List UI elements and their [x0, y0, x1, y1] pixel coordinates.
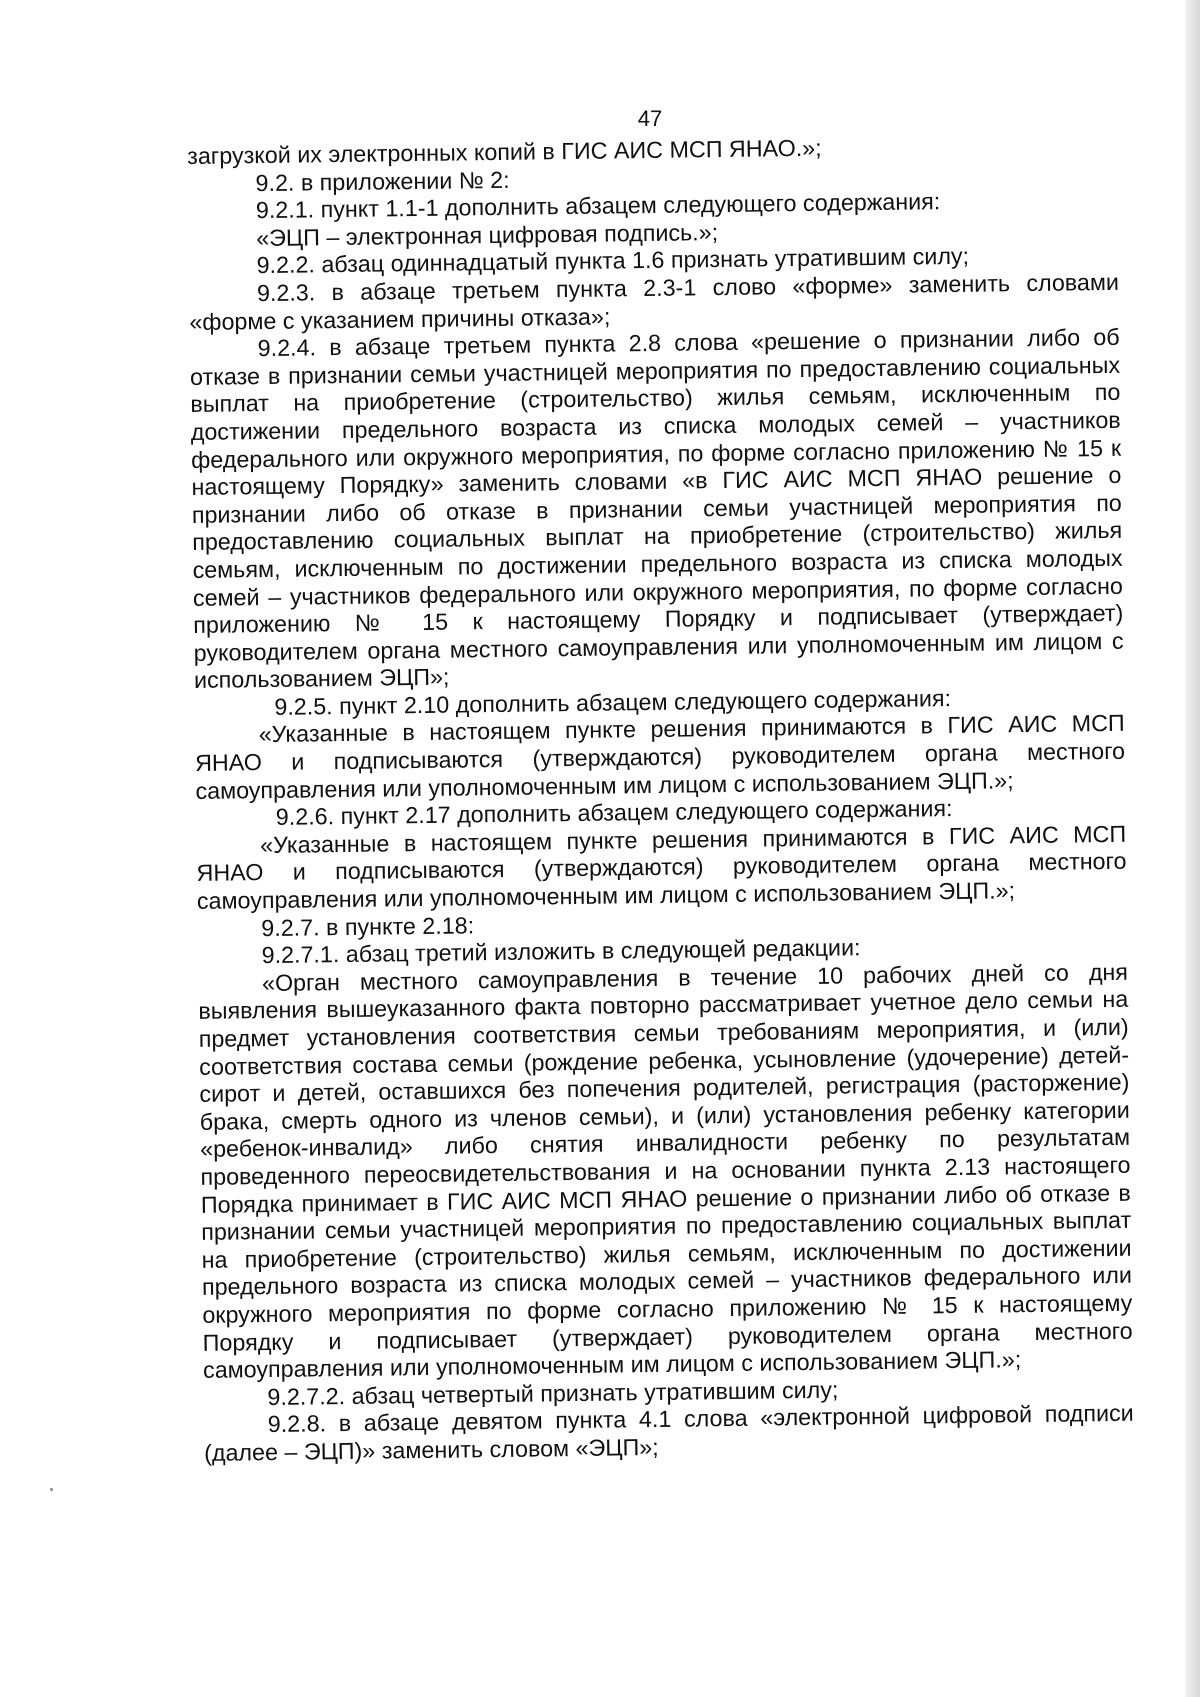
paragraph-9-2-7-2: 9.2.7.2. абзац четвертый признать утратившим силу; [267, 1376, 839, 1410]
paragraph-9-2-3: 9.2.3. в абзаце третьем пункта 2.3-1 слово «форме» заменить словами «форме с указанием причины отказа»; [189, 268, 1120, 335]
scan-right-edge [1185, 0, 1200, 1697]
paragraph-9-2-7: 9.2.7. в пункте 2.18: [261, 911, 475, 941]
paragraph-9-2-8: 9.2.8. в абзаце девятом пункта 4.1 слова «электронной цифровой подписи (далее – ЭЦП)» заменить словом «ЭЦП»; [203, 1400, 1134, 1466]
paragraph-9-2-6: 9.2.6. пункт 2.17 дополнить абзацем следующего содержания: [275, 795, 953, 831]
paragraph-9-2: 9.2. в приложении № 2: [255, 166, 510, 196]
paragraph-9-2-2: 9.2.2. абзац одиннадцатый пункта 1.6 признать утратившим силу; [256, 243, 970, 279]
paragraph-9-2-5: 9.2.5. пункт 2.10 дополнить абзацем следующего содержания: [274, 684, 952, 720]
paragraph-continuation: загрузкой их электронных копий в ГИС АИС МСП ЯНАО.»; [187, 134, 822, 169]
paragraph-ecp-definition: «ЭЦП – электронная цифровая подпись.»; [256, 218, 719, 251]
paragraph-9-2-4: 9.2.4. в абзаце третьем пункта 2.8 слова «решение о признании либо об отказе в признании семьи участницей мероприятия по предоставлению социальных выплат на приобретение (строительство) жилья семьям, исключенным по достижении предельного возраста из списка молодых семей – участников федерального или окружного мероприятия, по форме согласно приложению № 15 к настоящему Порядку» заменить словами «в ГИС АИС МСП ЯНАО решение о признании либо об отказе в признании семьи участницей мероприятия по предоставлению социальных выплат на приобретение (строительство) жилья семьям, исключенным по достижении предельного возраста из списка молодых семей – участников федерального или окружного мероприятия, по форме согласно приложению № 15 к настоящему Порядку и подписывает (утверждает) руководителем органа местного самоуправления или уполномоченным им лицом с использованием ЭЦП»; [189, 323, 1124, 694]
paragraph-9-2-1: 9.2.1. пункт 1.1-1 дополнить абзацем следующего содержания: [255, 188, 941, 224]
document-body [187, 131, 1134, 1468]
page-number: 47 [637, 106, 663, 131]
paragraph-9-2-7-1-quote: «Орган местного самоуправления в течение 10 рабочих дней со дня выявления вышеуказанного факта повторно рассматривает учетное дело семьи на предмет установления соответствия семьи требованиям мероприятия, и (или) соответствия состава семьи (рождение ребенка, усыновление (удочерение) детей-сирот и детей, оставшихся без попечения родителей, регистрация (расторжение) брака, смерть одного из членов семьи), и (или) установления ребенку категории «ребенок-инвалид» либо снятия инвалидности ребенку по результатам проведенного переосвидетельствования и на основании пункта 2.13 настоящего Порядка принимает в ГИС АИС МСП ЯНАО решение о признании либо об отказе в признании семьи участницей мероприятия по предоставлению социальных выплат на приобретение (строительство) жилья семьям, исключенным по достижении предельного возраста из списка молодых семей – участников федерального или окружного мероприятия по форме согласно приложению № 15 к настоящему Порядку и подписывает (утверждает) руководителем органа местного самоуправления или уполномоченным им лицом с использованием ЭЦП.»; [198, 958, 1133, 1384]
paragraph-9-2-7-1: 9.2.7.1. абзац третий изложить в следующей редакции: [261, 934, 861, 969]
paragraph-9-2-5-quote: «Указанные в настоящем пункте решения принимаются в ГИС АИС МСП ЯНАО и подписываются (утверждаются) руководителем органа местного самоуправления или уполномоченным им лицом с использованием ЭЦП.»; [194, 710, 1126, 804]
paragraph-9-2-6-quote: «Указанные в настоящем пункте решения принимаются в ГИС АИС МСП ЯНАО и подписываются (утверждаются) руководителем органа местного самоуправления или уполномоченным им лицом с использованием ЭЦП.»; [196, 820, 1127, 914]
scan-speck [50, 1488, 53, 1491]
